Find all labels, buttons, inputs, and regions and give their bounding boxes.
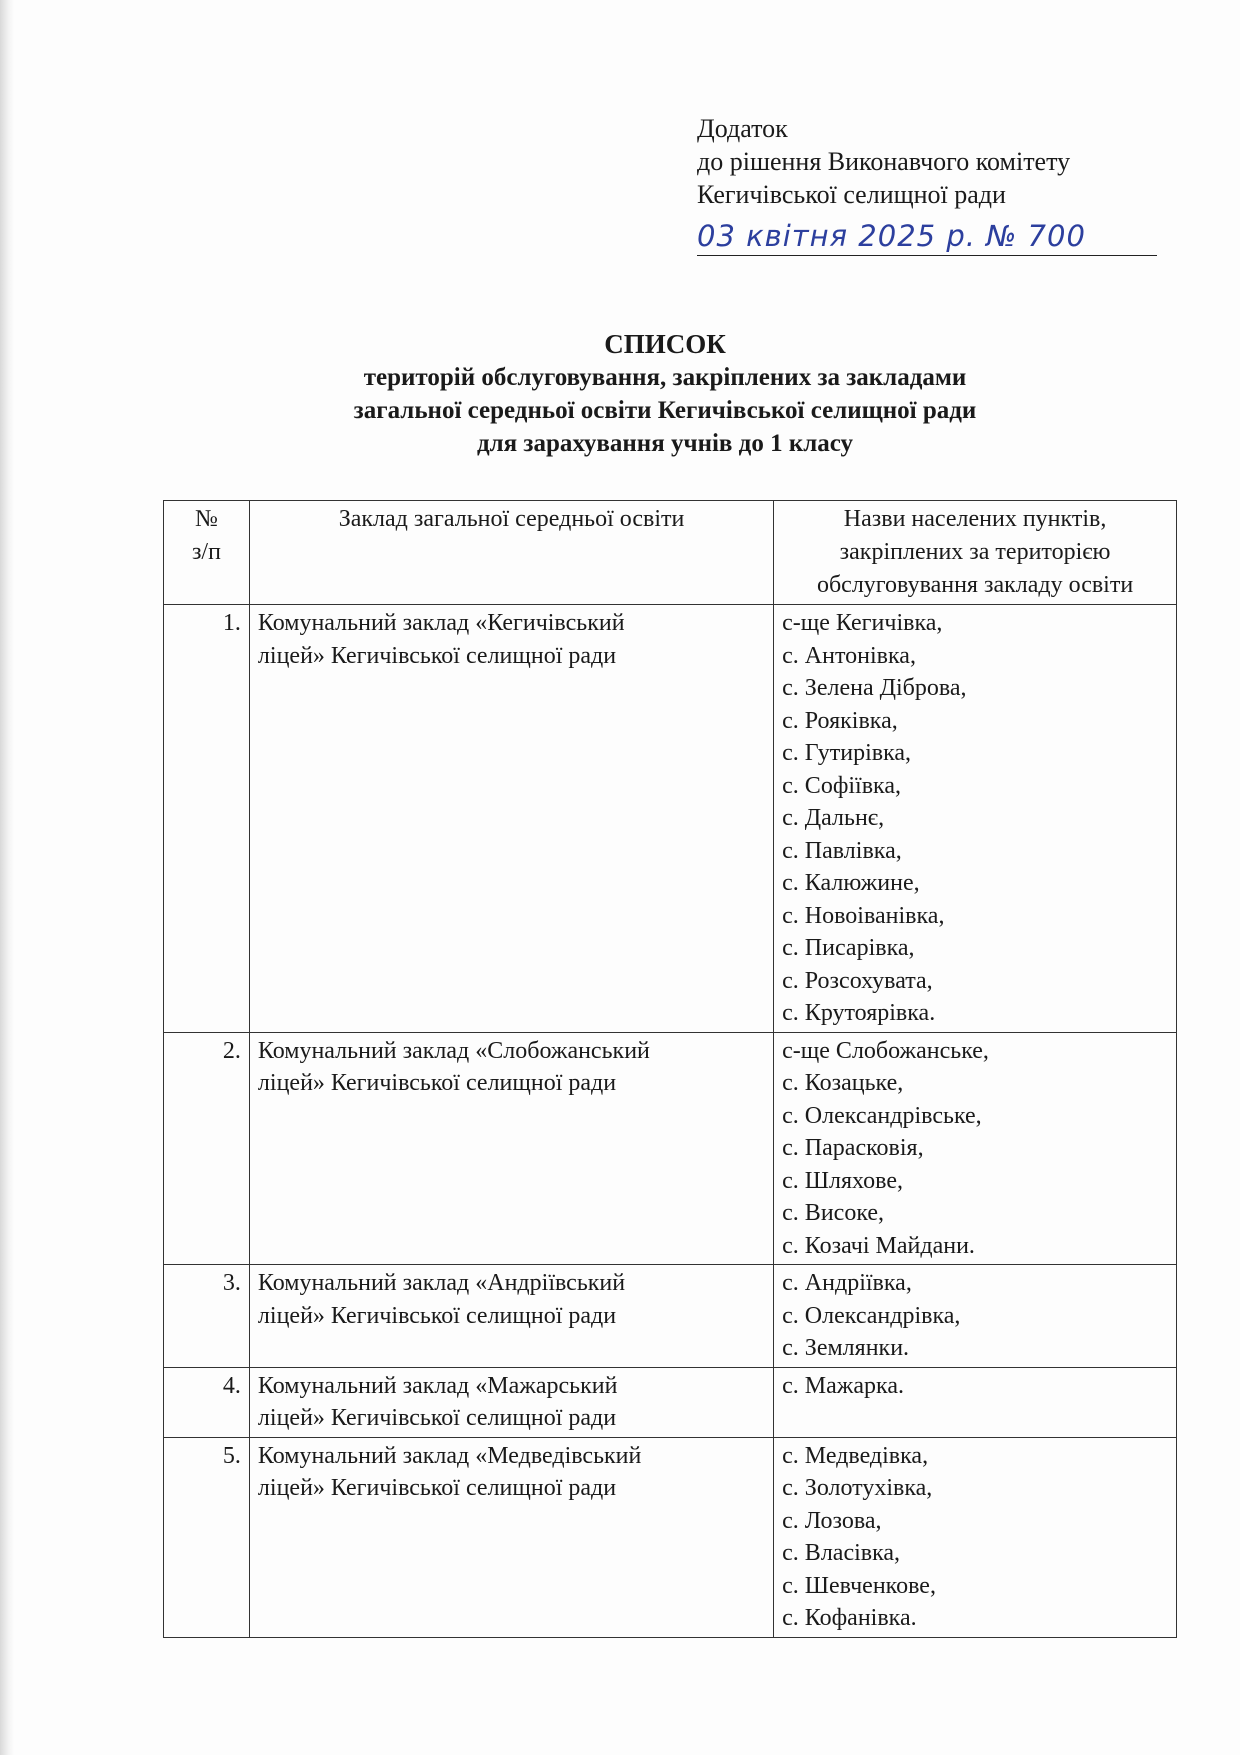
- appendix-header: [697, 112, 1167, 256]
- place-item: с-ще Слобожанське,: [782, 1037, 989, 1064]
- table-body: [164, 605, 1177, 1638]
- school-name: [249, 1265, 773, 1368]
- row-number: 3.: [164, 1265, 250, 1368]
- place-item: с. Медведівка,: [782, 1442, 929, 1469]
- place-item: с. Власівка,: [782, 1540, 901, 1566]
- place-item: с. Писарівка,: [782, 935, 915, 961]
- header-number-abbr: з/п: [191, 539, 221, 565]
- appendix-council-name: Кегичівської селищної ради: [697, 180, 1006, 209]
- place-item: с. Золотухівка,: [782, 1475, 933, 1501]
- school-name: [249, 1032, 773, 1265]
- header-number: [164, 501, 250, 605]
- place-item: с. Антонівка,: [782, 642, 916, 669]
- school-name-line-2: ліцей» Кегичівської селищної ради: [257, 1302, 617, 1329]
- school-name-line-2: ліцей» Кегичівської селищної ради: [257, 1475, 617, 1501]
- place-item: с. Високе,: [782, 1200, 885, 1226]
- place-item: с. Андріївка,: [782, 1270, 912, 1296]
- place-item: с. Козацьке,: [782, 1070, 904, 1096]
- header-places: [774, 501, 1177, 605]
- title-line-3: для зарахування учнів до 1 класу: [476, 430, 854, 457]
- title-main: СПИСОК: [604, 329, 726, 359]
- decision-date-line: [697, 215, 1157, 256]
- school-name-line-2: ліцей» Кегичівської селищної ради: [257, 642, 617, 669]
- appendix-decision-ref: до рішення Виконавчого комітету: [697, 147, 1071, 176]
- table-row: [164, 1265, 1177, 1368]
- place-item: с. Калюжине,: [782, 870, 920, 896]
- places-list: [774, 1367, 1177, 1437]
- header-places-line-2: закріплених за територією: [839, 539, 1111, 565]
- place-item: с. Дальнє,: [782, 805, 885, 831]
- place-item: с. Козачі Майдани.: [782, 1232, 975, 1259]
- row-number: 1.: [164, 605, 250, 1033]
- table-row: [164, 1367, 1177, 1437]
- place-item: с. Рояківка,: [782, 707, 898, 734]
- school-name-line-1: Комунальний заклад «Медведівський: [257, 1442, 642, 1469]
- row-number: 5.: [164, 1437, 250, 1637]
- table-row: [164, 1437, 1177, 1637]
- row-number: 4.: [164, 1367, 250, 1437]
- school-name-line-1: Комунальний заклад «Кегичівський: [257, 610, 625, 636]
- place-item: с. Землянки.: [782, 1335, 910, 1361]
- row-number: 2.: [164, 1032, 250, 1265]
- scan-shadow-edge: [0, 0, 14, 1755]
- territories-table: [163, 500, 1177, 1638]
- place-item: с. Мажарка.: [782, 1372, 904, 1399]
- place-item: с. Олександрівка,: [782, 1302, 961, 1329]
- table-row: [164, 1032, 1177, 1265]
- document-title: [0, 328, 1240, 460]
- title-line-1: територій обслуговування, закріплених за закладами: [363, 364, 967, 391]
- place-item: с. Шляхове,: [782, 1167, 903, 1194]
- place-item: с. Олександрівське,: [782, 1102, 982, 1129]
- place-item: с. Кофанівка.: [782, 1605, 917, 1631]
- place-item: с-ще Кегичівка,: [782, 610, 943, 636]
- title-line-2: загальної середньої освіти Кегичівської селищної ради: [353, 397, 977, 424]
- place-item: с. Гутирівка,: [782, 740, 912, 766]
- place-item: с. Софіївка,: [782, 772, 901, 799]
- handwritten-decision-date: 03 квітня 2025 р. № 700: [697, 219, 1086, 253]
- place-item: с. Павлівка,: [782, 837, 902, 864]
- school-name: [249, 1437, 773, 1637]
- place-item: с. Парасковія,: [782, 1135, 924, 1161]
- school-name-line-2: ліцей» Кегичівської селищної ради: [257, 1070, 617, 1096]
- places-list: [774, 1265, 1177, 1368]
- places-list: [774, 1437, 1177, 1637]
- school-name-line-1: Комунальний заклад «Андріївський: [257, 1270, 626, 1296]
- header-places-line-1: Назви населених пунктів,: [843, 506, 1107, 532]
- header-number-symbol: №: [195, 506, 218, 532]
- header-places-line-3: обслуговування закладу освіти: [816, 572, 1134, 598]
- school-name-line-1: Комунальний заклад «Слобожанський: [257, 1037, 650, 1064]
- table-row: [164, 605, 1177, 1033]
- school-name-line-2: ліцей» Кегичівської селищної ради: [257, 1405, 617, 1431]
- place-item: с. Розсохувата,: [782, 967, 933, 994]
- place-item: с. Лозова,: [782, 1507, 882, 1534]
- places-list: [774, 605, 1177, 1033]
- table-header-row: [164, 501, 1177, 605]
- school-name-line-1: Комунальний заклад «Мажарський: [257, 1372, 618, 1399]
- place-item: с. Зелена Діброва,: [782, 675, 967, 701]
- header-school: Заклад загальної середньої освіти: [249, 501, 773, 605]
- school-name: [249, 605, 773, 1033]
- school-name: [249, 1367, 773, 1437]
- appendix-label: Додаток: [697, 114, 788, 143]
- place-item: с. Новоіванівка,: [782, 902, 945, 929]
- place-item: с. Крутоярівка.: [782, 1000, 936, 1026]
- place-item: с. Шевченкове,: [782, 1572, 936, 1599]
- places-list: [774, 1032, 1177, 1265]
